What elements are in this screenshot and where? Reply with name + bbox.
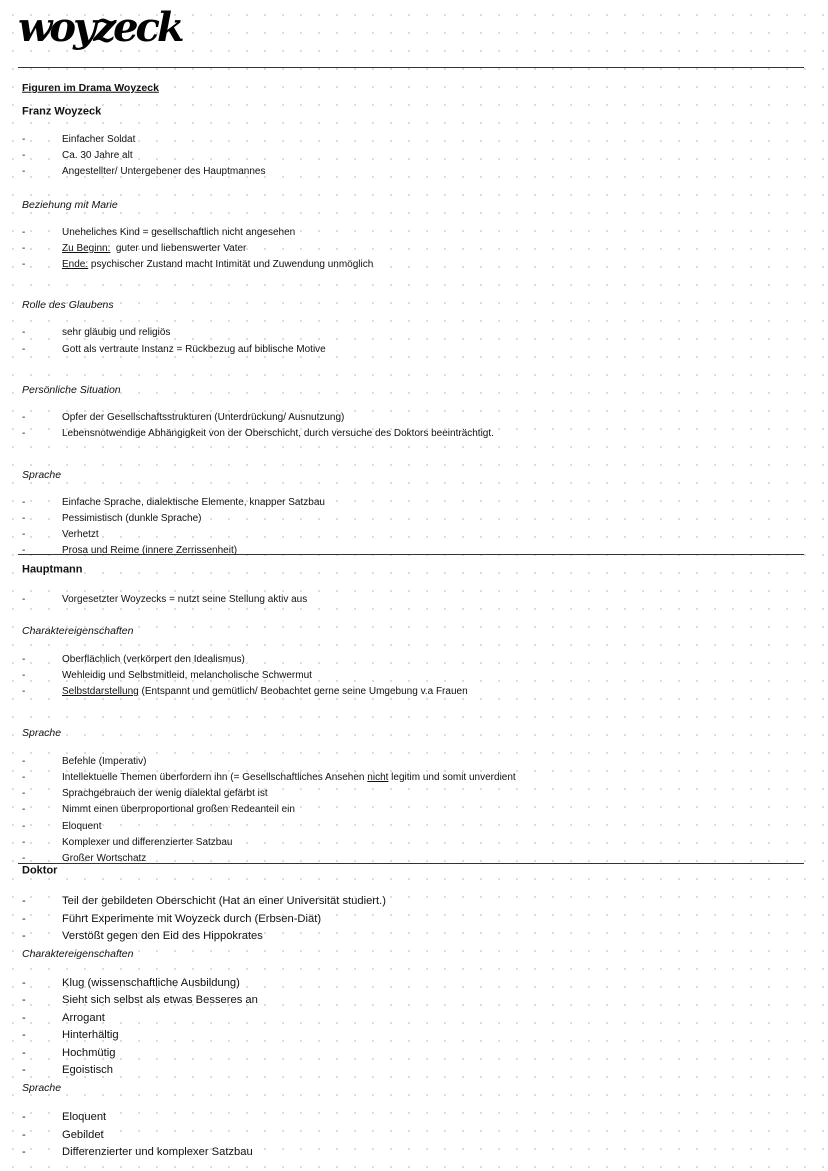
bullet-dash: - xyxy=(22,166,26,177)
text-segment: Uneheliches Kind = gesellschaftlich nicht angesehen xyxy=(62,227,296,238)
text-segment: Oberflächlich (verkörpert den Idealismus) xyxy=(62,654,245,665)
character-heading xyxy=(22,107,101,118)
text-segment: Großer Wortschatz xyxy=(62,853,147,864)
bullet-dash: - xyxy=(22,150,26,161)
bullet-dash: - xyxy=(22,344,26,355)
text-segment: Lebensnotwendige Abhängigkeit von der Oberschicht, durch versuche des Doktors beeinträchtigt. xyxy=(62,428,494,439)
list-item-text xyxy=(62,687,468,697)
list-item-text xyxy=(62,757,146,767)
list-item-text xyxy=(62,260,373,270)
bullet-dash: - xyxy=(22,772,26,783)
list-item-text xyxy=(62,429,494,439)
bullet-dash: - xyxy=(22,259,26,270)
text-segment: Führt Experimente mit Woyzeck durch (Erbsen-Diät) xyxy=(62,913,322,925)
bullet-dash: - xyxy=(22,977,26,989)
text-segment: (Entspannt und gemütlich/ Beobachtet gerne seine Umgebung v.a Frauen xyxy=(138,686,468,697)
bullet-dash: - xyxy=(22,1129,26,1141)
bullet-dash: - xyxy=(22,895,26,907)
list-item-text xyxy=(62,328,170,338)
text-segment: Komplexer und differenzierter Satzbau xyxy=(62,837,233,848)
text-segment: Teil der gebildeten Oberschicht (Hat an einer Universität studiert.) xyxy=(62,895,386,907)
text-segment: Pessimistisch (dunkle Sprache) xyxy=(62,513,202,524)
bullet-dash: - xyxy=(22,1146,26,1158)
bullet-dash: - xyxy=(22,545,26,556)
bullet-dash: - xyxy=(22,227,26,238)
bullet-dash: - xyxy=(22,1012,26,1024)
list-item-text xyxy=(62,1112,106,1123)
heading-text: Hauptmann xyxy=(22,563,83,576)
bullet-dash: - xyxy=(22,412,26,423)
text-segment: Vorgesetzter Woyzecks = nutzt seine Stellung aktiv aus xyxy=(62,594,308,605)
heading-text: Persönliche Situation xyxy=(22,383,121,396)
list-item-text xyxy=(62,1048,115,1059)
list-item-text xyxy=(62,413,344,423)
list-item-text xyxy=(62,1030,119,1041)
list-item-text xyxy=(62,995,258,1006)
text-segment: Einfacher Soldat xyxy=(62,134,136,145)
text-segment: legitim und somit unverdient xyxy=(388,772,516,783)
bullet-dash: - xyxy=(22,670,26,681)
list-item-text xyxy=(62,789,268,799)
bullet-dash: - xyxy=(22,837,26,848)
text-segment: Intellektuelle Themen überfordern ihn (= Gesellschaftliches Ansehen xyxy=(62,772,368,783)
text-segment: Prosa und Reime (innere Zerrissenheit) xyxy=(62,545,238,556)
section-subheading xyxy=(22,1083,61,1094)
text-segment: Hochmütig xyxy=(62,1047,116,1059)
underlined-text: Selbstdarstellung xyxy=(62,686,139,697)
list-item-text xyxy=(62,978,240,989)
section-subheading xyxy=(22,626,134,637)
section-subheading xyxy=(22,300,114,311)
section-subheading xyxy=(22,200,118,211)
text-segment: guter und liebenswerter Vater xyxy=(110,243,247,254)
list-item-text xyxy=(62,595,307,605)
text-segment: psychischer Zustand macht Intimität und Zuwendung unmöglich xyxy=(88,259,374,270)
text-segment: sehr gläubig und religiös xyxy=(62,327,171,338)
list-item-text xyxy=(62,854,146,864)
bullet-dash: - xyxy=(22,994,26,1006)
heading-text: Sprache xyxy=(22,726,62,739)
list-item-text xyxy=(62,896,386,907)
list-item-text xyxy=(62,1147,253,1158)
list-item-text xyxy=(62,530,99,540)
text-segment: Eloquent xyxy=(62,821,102,832)
bullet-dash: - xyxy=(22,1029,26,1041)
list-item-text xyxy=(62,1130,104,1141)
bullet-dash: - xyxy=(22,788,26,799)
logo-title: woyzeck xyxy=(18,4,182,51)
text-segment: Verhetzt xyxy=(62,529,99,540)
heading-text: Rolle des Glaubens xyxy=(22,298,114,311)
text-segment: Einfache Sprache, dialektische Elemente, knapper Satzbau xyxy=(62,497,325,508)
list-item-text xyxy=(62,345,326,355)
text-segment: Egoistisch xyxy=(62,1064,113,1076)
bullet-dash: - xyxy=(22,1111,26,1123)
bullet-dash: - xyxy=(22,497,26,508)
text-segment: Arrogant xyxy=(62,1012,105,1024)
bullet-dash: - xyxy=(22,529,26,540)
text-segment: Gott als vertraute Instanz = Rückbezug auf biblische Motive xyxy=(62,344,326,355)
heading-text: Franz Woyzeck xyxy=(22,105,102,118)
list-item-text xyxy=(62,151,133,161)
list-item-text xyxy=(62,671,312,681)
list-item-text xyxy=(62,167,265,177)
bullet-dash: - xyxy=(22,804,26,815)
section-subheading xyxy=(22,949,134,960)
text-segment: Wehleidig und Selbstmitleid, melancholische Schwermut xyxy=(62,670,312,681)
bullet-dash: - xyxy=(22,1047,26,1059)
heading-text: Beziehung mit Marie xyxy=(22,198,118,211)
bullet-dash: - xyxy=(22,821,26,832)
text-segment: Klug (wissenschaftliche Ausbildung) xyxy=(62,977,240,989)
bullet-dash: - xyxy=(22,686,26,697)
heading-text: Sprache xyxy=(22,1081,62,1094)
bullet-dash: - xyxy=(22,327,26,338)
text-segment: Differenzierter und komplexer Satzbau xyxy=(62,1146,253,1158)
list-item-text xyxy=(62,838,232,848)
list-item-text xyxy=(62,822,101,832)
section-subheading xyxy=(22,728,61,739)
list-item-text xyxy=(62,805,295,815)
bullet-dash: - xyxy=(22,930,26,942)
text-segment: Nimmt einen überproportional großen Redeanteil ein xyxy=(62,804,295,815)
list-item-text xyxy=(62,228,295,238)
character-heading xyxy=(22,565,83,576)
list-item-text xyxy=(62,655,245,665)
section-subheading xyxy=(22,385,121,396)
bullet-dash: - xyxy=(22,1064,26,1076)
bullet-dash: - xyxy=(22,594,26,605)
text-segment: Befehle (Imperativ) xyxy=(62,756,147,767)
list-item-text xyxy=(62,1065,113,1076)
list-item-text xyxy=(62,135,135,145)
list-item-text xyxy=(62,498,325,508)
bullet-dash: - xyxy=(22,654,26,665)
bullet-dash: - xyxy=(22,243,26,254)
text-segment: Opfer der Gesellschaftsstrukturen (Unterdrückung/ Ausnutzung) xyxy=(62,412,345,423)
bullet-dash: - xyxy=(22,513,26,524)
character-heading xyxy=(22,866,57,877)
list-item-text xyxy=(62,1013,105,1024)
list-item-text xyxy=(62,514,202,524)
list-item-text xyxy=(62,914,321,925)
document-heading xyxy=(22,83,159,94)
heading-text: Sprache xyxy=(22,468,62,481)
underlined-text: Ende: xyxy=(62,259,89,270)
list-item-text xyxy=(62,773,516,783)
text-segment: Ca. 30 Jahre alt xyxy=(62,150,133,161)
text-segment: Eloquent xyxy=(62,1111,107,1123)
bullet-dash: - xyxy=(22,134,26,145)
divider-rule xyxy=(18,67,804,68)
bullet-dash: - xyxy=(22,428,26,439)
bullet-dash: - xyxy=(22,756,26,767)
text-segment: Hinterhältig xyxy=(62,1029,119,1041)
text-segment: Sieht sich selbst als etwas Besseres an xyxy=(62,994,258,1006)
list-item-text xyxy=(62,244,246,254)
underlined-text: Zu Beginn: xyxy=(62,243,111,254)
list-item-text xyxy=(62,931,263,942)
text-segment: Verstößt gegen den Eid des Hippokrates xyxy=(62,930,263,942)
underlined-text: nicht xyxy=(367,772,389,783)
bullet-dash: - xyxy=(22,853,26,864)
text-segment: Sprachgebrauch der wenig dialektal gefärbt ist xyxy=(62,788,268,799)
heading-text: Figuren im Drama Woyzeck xyxy=(22,81,159,94)
section-subheading xyxy=(22,470,61,481)
list-item-text xyxy=(62,546,237,556)
heading-text: Charaktereigenschaften xyxy=(22,947,134,960)
bullet-dash: - xyxy=(22,913,26,925)
heading-text: Charaktereigenschaften xyxy=(22,624,134,637)
text-segment: Angestellter/ Untergebener des Hauptmannes xyxy=(62,166,266,177)
text-segment: Gebildet xyxy=(62,1129,104,1141)
heading-text: Doktor xyxy=(22,864,58,877)
